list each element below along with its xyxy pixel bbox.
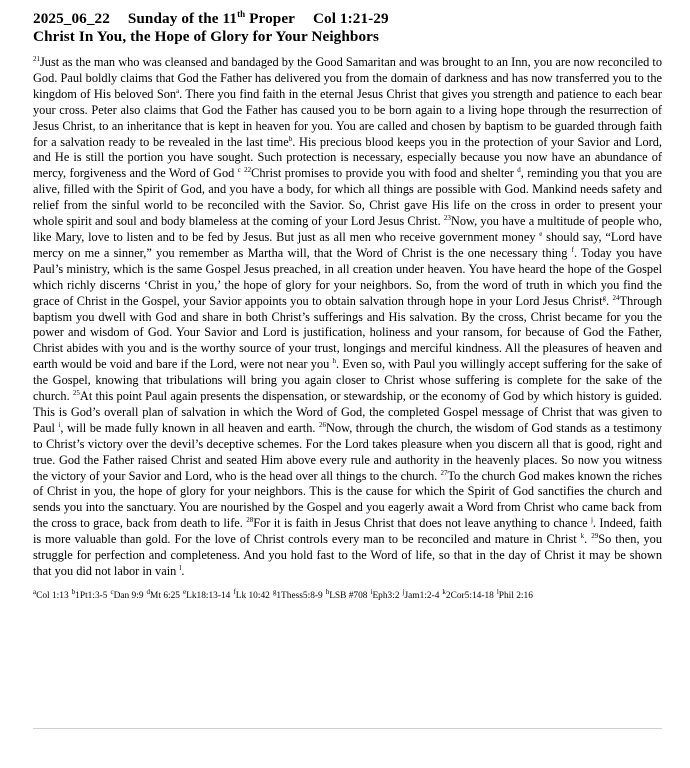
superscript-mark: g bbox=[602, 293, 607, 302]
body-text-segment: . Indeed, faith is more valuable than gold. For the love of Christ controls every man to be reconciled and mature in Christ bbox=[33, 516, 662, 547]
superscript-mark: d bbox=[517, 166, 521, 175]
footnote-ref: Mt 6:25 bbox=[150, 590, 180, 601]
superscript-mark: 28 bbox=[246, 516, 254, 525]
body-text-segment: For it is faith in Jesus Christ that does not leave anything to chance bbox=[253, 516, 591, 531]
superscript-mark: 24 bbox=[612, 293, 620, 302]
footnote-mark: f bbox=[233, 587, 236, 596]
body-text-segment: Through baptism you dwell with God and share in both Christ’s sufferings and His salvation. By the cross, Christ became for you the power and wisdom of God. Your Savior and Lord is justification, holiness and your ransom, for because of God the Father, Christ abides with you and is the worthy source of your trust, longings and merciful kindness. All the pleasures of heaven and earth would be void and bare if the Lord, were not near you bbox=[33, 293, 663, 372]
superscript-mark: 25 bbox=[72, 388, 80, 397]
body-text-segment: Just as the man who was cleansed and bandaged by the Good Samaritan and was brought to an Inn, you are now reconciled to God. Paul boldly claims that God the Father has delivered you from the domain of darkness and has now transferred you to the kingdom of His beloved Son bbox=[33, 55, 662, 101]
footnote-ref: 2Cor5:14-18 bbox=[445, 590, 494, 601]
sermon-title: Christ In You, the Hope of Glory for Your Neighbors bbox=[33, 28, 379, 45]
superscript-mark: 26 bbox=[319, 420, 327, 429]
superscript-mark: a bbox=[176, 86, 180, 95]
body-text-segment: Now, you have a multitude of people who, like Mary, love to listen and to be fed by Jesus. But just as all men who receive government money bbox=[33, 214, 662, 244]
footnote-item bbox=[402, 587, 440, 601]
footnote-item bbox=[146, 587, 180, 601]
sunday-suffix: Proper bbox=[245, 10, 296, 27]
footnote-item bbox=[233, 587, 270, 601]
body-text-segment: So then, you struggle for perfection and completeness. And you hold fast to the Word of life, so that in the day of Christ it may be shown that you did not labor in vain bbox=[33, 532, 663, 578]
body-text-segment: . His precious blood keeps you in the protection of your Savior and Lord, and He is still the portion you have sought. Such protection is necessary, especially because you now have an abundance of mercy, forgiveness and the Word of God bbox=[33, 134, 663, 181]
footnote-item bbox=[370, 587, 400, 601]
body-text-segment: . bbox=[584, 532, 592, 547]
body-text-segment: Christ promises to provide you with food and shelter bbox=[251, 166, 518, 181]
superscript-mark: f bbox=[571, 245, 574, 254]
title-line bbox=[33, 10, 662, 28]
footnote-mark: c bbox=[110, 587, 114, 596]
service-date: 2025_06_22 bbox=[33, 10, 110, 27]
body-text-segment: . Even so, with Paul you willingly accept suffering for the sake of the Gospel, knowing that tribulations will bring you again closer to Christ whose suffering is complete for the sake of the church. bbox=[33, 357, 662, 404]
footnote-ref: 1Pt1:3-5 bbox=[75, 590, 108, 601]
sermon-body bbox=[33, 55, 662, 580]
body-text-segment: . bbox=[606, 293, 613, 308]
superscript-mark: b bbox=[288, 134, 293, 143]
footnote-ref: Jam1:2-4 bbox=[404, 590, 440, 601]
footnote-item bbox=[33, 587, 69, 601]
superscript-mark: j bbox=[590, 516, 593, 525]
footnote-ref: Col 1:13 bbox=[36, 590, 69, 601]
footnote-ref: Eph3:2 bbox=[372, 590, 400, 601]
footnote-item bbox=[71, 587, 108, 601]
footnote-item bbox=[110, 587, 144, 601]
body-text-segment: To the church God makes known the riches of Christ in you, the hope of glory for your neighbors. This is the cause for which the Spirit of God sanctifies the church and sends you into the sanctuary. You are nourished by the Gospel and you eagerly await a Word from Christ who came back from the cross to grace, back from death to life. bbox=[33, 468, 663, 531]
footnote-mark: h bbox=[325, 587, 330, 596]
superscript-mark: k bbox=[580, 532, 585, 541]
footnote-mark: g bbox=[272, 587, 277, 596]
footnote-mark: d bbox=[146, 587, 151, 596]
body-text-segment: At this point Paul again presents the dispensation, or stewardship, or the economy of God by which history is guided. This is God’s overall plan of salvation in which the Word of God, the completed Gospel message of Christ that was given to Paul bbox=[33, 389, 662, 435]
sunday-prefix: Sunday of the 11 bbox=[127, 10, 238, 27]
superscript-mark: c bbox=[237, 166, 241, 175]
superscript-mark: i bbox=[58, 420, 61, 429]
footnote-item bbox=[272, 587, 323, 601]
footnote-item bbox=[442, 587, 494, 601]
sunday-name bbox=[128, 10, 295, 27]
footnote-mark: a bbox=[33, 587, 37, 596]
footnote-mark: e bbox=[182, 587, 187, 596]
footnote-mark: k bbox=[442, 587, 446, 596]
footnote-references bbox=[33, 587, 662, 602]
footnote-item bbox=[325, 587, 368, 601]
body-text-segment: should say, “Lord have mercy on me a sinner,” you remember as Martha will, that the Word of Christ is the one necessary thing bbox=[33, 229, 662, 260]
footnote-mark: l bbox=[496, 587, 499, 596]
superscript-mark: 21 bbox=[33, 54, 40, 63]
footnote-ref: Lk 10:42 bbox=[235, 590, 270, 601]
superscript-mark: 29 bbox=[591, 532, 599, 541]
footnote-mark: b bbox=[71, 587, 76, 596]
body-text-segment: Now, through the church, the wisdom of God stands as a testimony to Christ’s victory over the devil’s deceptive schemes. For the Lord takes pleasure when you discern all that is good, right and true. God the Father raised Christ and seated Him above every rule and authority in the heavenly places. So now you witness the victory of your Savior and Lord, who is the head over all things to the church. bbox=[33, 420, 663, 483]
superscript-mark: 23 bbox=[443, 213, 451, 222]
footnote-ref: LSB #708 bbox=[329, 590, 368, 601]
superscript-mark: 27 bbox=[440, 468, 448, 477]
scripture-reference: Col 1:21-29 bbox=[312, 10, 389, 27]
footnote-mark: j bbox=[402, 587, 405, 596]
footnote-item bbox=[182, 587, 231, 601]
document-header bbox=[33, 10, 662, 46]
body-text-segment: , will be made fully known in all heaven and earth. bbox=[60, 420, 320, 435]
body-text-segment: . Today you have Paul’s ministry, which is the same Gospel Jesus preached, in all creation under heaven. You have heard the hope of the Gospel which richly discerns ‘Christ in you,’ the hope of glory for your neighbors. So, from the word of truth in which you find the grace of Christ in the Gospel, your Savior appoints you to obtain salvation through hope in your Lord Jesus Christ bbox=[33, 245, 662, 308]
footnote-item bbox=[496, 587, 533, 601]
footer-divider bbox=[33, 728, 662, 729]
footnote-mark: i bbox=[370, 587, 373, 596]
body-text-segment: . bbox=[181, 564, 185, 578]
footnote-ref: 1Thess5:8-9 bbox=[276, 590, 323, 601]
superscript-mark: e bbox=[539, 229, 543, 238]
body-text-segment: , reminding you that you are alive, filled with the Spirit of God, and you have a body, for which all things are possible with God. Mankind needs safety and relief from the sinful world to be reconciled with the Savior. So, Christ gave His life on the cross in order to present your whole spirit and soul and body blameless at the coming of your Lord Jesus Christ. bbox=[33, 166, 662, 229]
footnote-ref: Lk18:13-14 bbox=[186, 590, 231, 601]
superscript-mark: l bbox=[179, 563, 182, 572]
superscript-mark: 22 bbox=[244, 166, 252, 175]
footnote-ref: Dan 9:9 bbox=[113, 590, 144, 601]
sunday-ordinal-suffix: th bbox=[237, 8, 246, 19]
superscript-mark: h bbox=[332, 357, 337, 366]
body-text-segment: . There you find faith in the eternal Jesus Christ that gives you strength and patience to each bear your cross. Peter also claims that God the Father has caused you to be born again to a living hope through the resurrection of Jesus Christ, to an inheritance that is kept in heaven for you. You are called and chosen by baptism to be guarded through faith for a salvation ready to be revealed in the last time bbox=[33, 86, 662, 149]
footnote-ref: Phil 2:16 bbox=[498, 590, 533, 601]
